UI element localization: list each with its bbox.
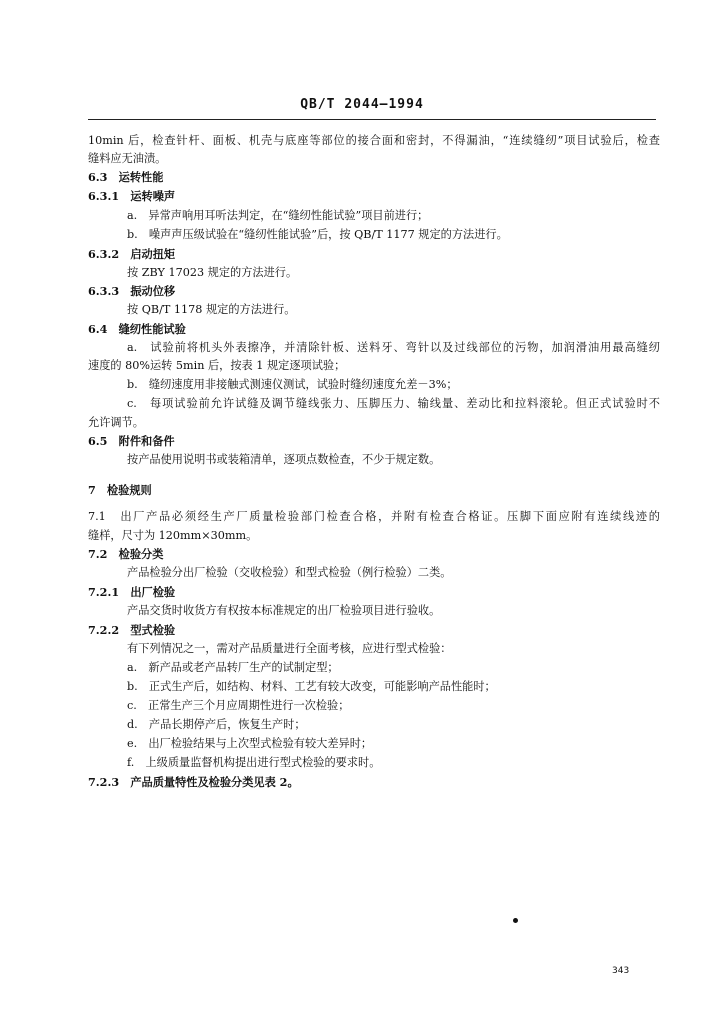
- list-item: f. 上级质量监督机构提出进行型式检验的要求时。: [127, 756, 381, 769]
- section-heading-7-2-1: 7.2.1 出厂检验: [88, 585, 176, 599]
- body-line: 缝料应无油渍。: [88, 152, 167, 165]
- body-line: 7.1 出厂产品必须经生产厂质量检验部门检查合格，并附有检查合格证。压脚下面应附有连续线迹的: [88, 510, 660, 523]
- section-heading-7-2: 7.2 检验分类: [88, 547, 164, 561]
- section-heading-7-2-2: 7.2.2 型式检验: [88, 623, 176, 637]
- list-item: b. 正式生产后，如结构、材料、工艺有较大改变，可能影响产品性能时；: [127, 680, 496, 693]
- list-item: a. 试验前将机头外表擦净，并清除针板、送料牙、弯针以及过线部位的污物，加润滑油用最高缝纫: [127, 341, 660, 354]
- section-heading-6-3-3: 6.3.3 振动位移: [88, 284, 176, 298]
- body-line: 按 QB/T 1178 规定的方法进行。: [127, 303, 296, 316]
- standard-code-header: QB/T 2044—1994: [300, 97, 424, 112]
- chapter-heading-7: 7 检验规则: [88, 483, 152, 497]
- scan-speck: [513, 918, 518, 923]
- list-item: b. 噪声声压级试验在“缝纫性能试验”后，按 QB/T 1177 规定的方法进行。: [127, 228, 508, 241]
- page-number: 343: [612, 966, 630, 976]
- list-item: d. 产品长期停产后，恢复生产时；: [127, 718, 306, 731]
- section-heading-6-3-2: 6.3.2 启动扭矩: [88, 247, 176, 261]
- body-line: 产品检验分出厂检验（交收检验）和型式检验（例行检验）二类。: [127, 566, 452, 579]
- body-line: 按产品使用说明书或装箱清单，逐项点数检查，不少于规定数。: [127, 453, 441, 466]
- body-line: 10min 后，检查针杆、面板、机壳与底座等部位的接合面和密封，不得漏油，“连续缝纫”项目试验后，检查: [88, 134, 660, 147]
- section-heading-7-2-3: 7.2.3 产品质量特性及检验分类见表 2。: [88, 775, 299, 789]
- section-heading-6-4: 6.4 缝纫性能试验: [88, 322, 186, 336]
- list-item: b. 缝纫速度用非接触式测速仪测试，试验时缝纫速度允差－3%；: [127, 378, 458, 391]
- body-line: 按 ZBY 17023 规定的方法进行。: [127, 266, 298, 279]
- list-item: a. 新产品或老产品转厂生产的试制定型；: [127, 661, 339, 674]
- body-line: 产品交货时收货方有权按本标准规定的出厂检验项目进行验收。: [127, 604, 441, 617]
- section-heading-6-3-1: 6.3.1 运转噪声: [88, 189, 176, 203]
- body-line: 有下列情况之一，需对产品质量进行全面考核，应进行型式检验：: [127, 642, 452, 655]
- header-rule: [88, 119, 656, 120]
- list-item: c. 每项试验前允许试缝及调节缝线张力、压脚压力、输线量、差动比和拉料滚轮。但正式试验时不: [127, 397, 660, 410]
- list-item: e. 出厂检验结果与上次型式检验有较大差异时；: [127, 737, 373, 750]
- body-line: 速度的 80%运转 5min 后，按表 1 规定逐项试验；: [88, 359, 346, 372]
- list-item: a. 异常声响用耳听法判定，在“缝纫性能试验”项目前进行；: [127, 209, 429, 222]
- section-heading-6-3: 6.3 运转性能: [88, 170, 164, 184]
- list-item: c. 正常生产三个月应周期性进行一次检验；: [127, 699, 350, 712]
- body-line: 允许调节。: [88, 416, 144, 429]
- body-line: 缝样，尺寸为 120mm×30mm。: [88, 529, 258, 542]
- section-heading-6-5: 6.5 附件和备件: [88, 434, 175, 448]
